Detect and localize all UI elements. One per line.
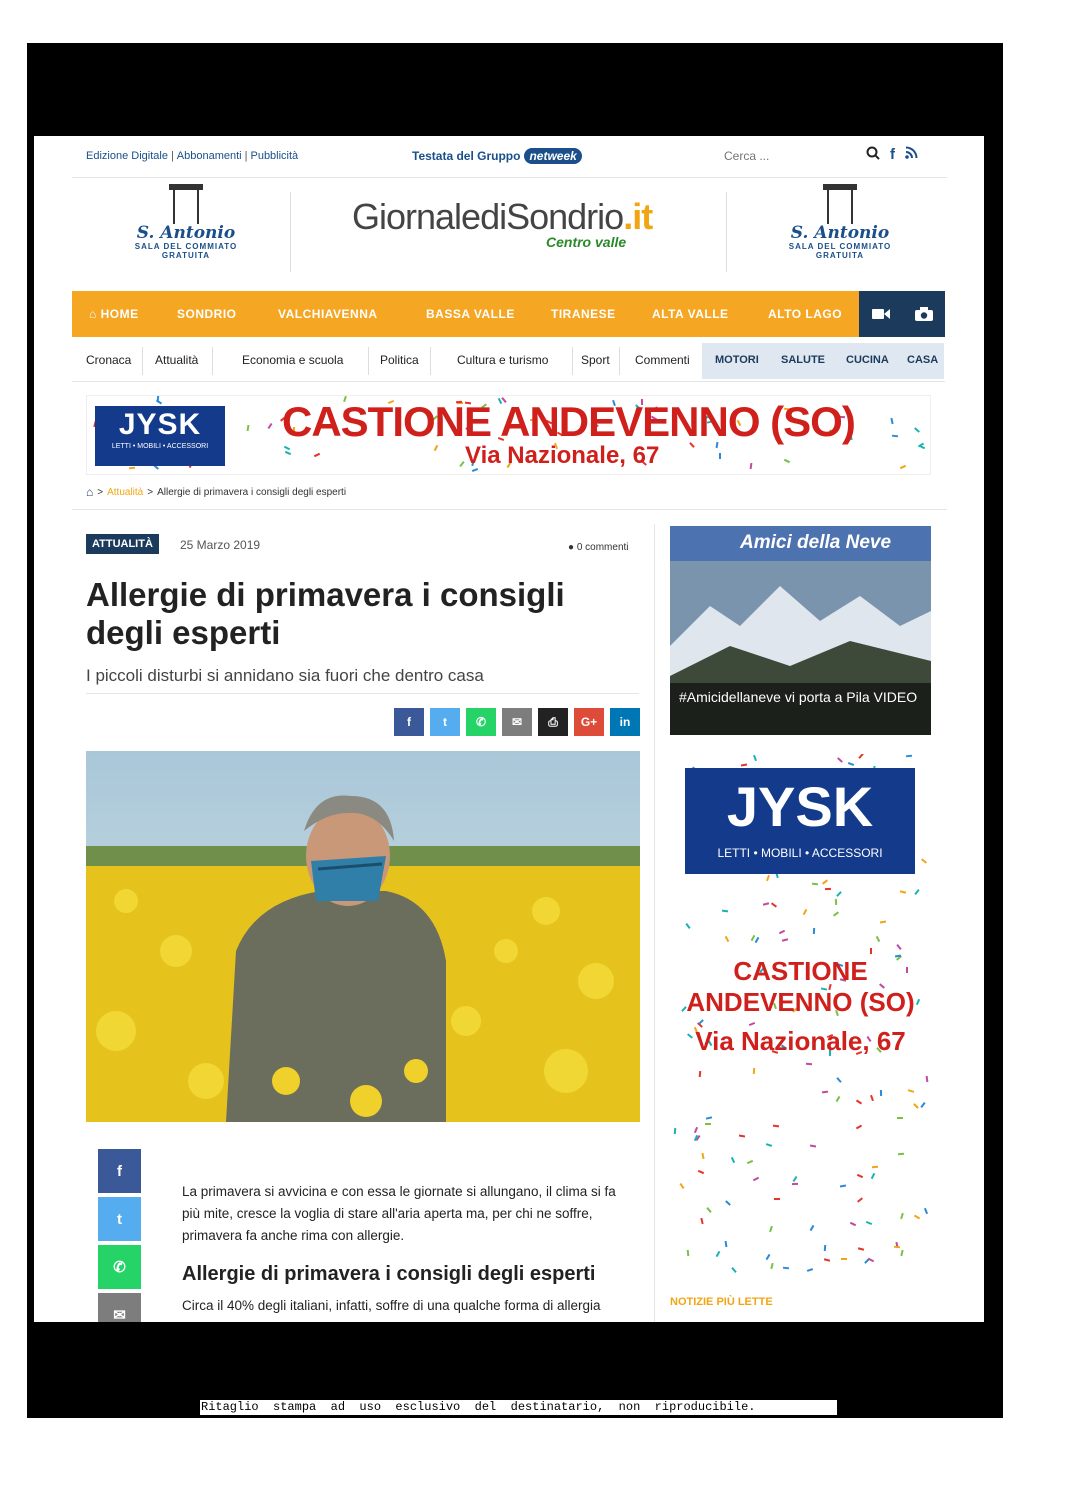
jysk-place [670, 956, 931, 1018]
divider [212, 347, 213, 375]
article-subtitle: I piccoli disturbi si annidano sia fuori che dentro casa [86, 666, 484, 685]
confetti-piece [880, 1090, 882, 1096]
confetti-piece [792, 1183, 798, 1185]
subnav-attualita[interactable]: Attualità [155, 353, 199, 367]
confetti-piece [837, 757, 843, 763]
divider [86, 693, 639, 694]
linkedin-share-icon[interactable]: in [610, 708, 640, 736]
jysk-sub: LETTI • MOBILI • ACCESSORI [111, 443, 209, 450]
link-abbonamenti[interactable]: Abbonamenti [176, 150, 242, 162]
subnav-sport[interactable]: Sport [581, 353, 610, 367]
facebook-share-icon[interactable]: f [98, 1149, 141, 1193]
facebook-icon[interactable]: f [890, 146, 895, 163]
ad-script: S. Antonio [136, 223, 236, 243]
confetti-piece [771, 902, 777, 907]
confetti-piece [793, 1176, 798, 1182]
subnav-cronaca[interactable]: Cronaca [86, 353, 132, 367]
neve-caption[interactable]: #Amicidellaneve vi porta a Pila VIDEO [670, 683, 931, 735]
confetti-piece [674, 1128, 677, 1134]
confetti-piece [856, 1100, 862, 1105]
subnav-cultura[interactable]: Cultura e turismo [457, 353, 549, 367]
ad-sub1: SALA DEL COMMIATO [788, 242, 892, 251]
confetti-piece [841, 1258, 847, 1260]
divider [72, 509, 947, 510]
confetti-piece [719, 453, 721, 459]
ad-script: S. Antonio [790, 223, 890, 243]
divider [290, 192, 291, 272]
facebook-share-icon[interactable]: f [394, 708, 424, 736]
nav-alta-valle[interactable]: ALTA VALLE [652, 307, 729, 321]
jysk-logo [95, 406, 225, 466]
confetti-piece [850, 1222, 856, 1226]
banner-address: Via Nazionale, 67 [465, 442, 660, 469]
top-links [86, 150, 298, 162]
site-name: GiornalediSondrio [352, 196, 624, 237]
confetti-piece [924, 1208, 928, 1214]
confetti-piece [807, 1268, 813, 1272]
site-logo[interactable] [352, 196, 652, 238]
separator: | [170, 150, 174, 162]
site-tld: .it [623, 196, 653, 237]
netweek-logo[interactable]: netweek [524, 148, 581, 164]
confetti-piece [876, 936, 881, 942]
camera-icon[interactable] [902, 291, 945, 337]
nav-valchiavenna[interactable]: VALCHIAVENNA [278, 307, 378, 321]
confetti-piece [858, 754, 863, 759]
confetti-piece [906, 755, 912, 758]
jysk-brand: JYSK [726, 775, 874, 838]
confetti-piece [880, 920, 886, 923]
breadcrumb-category[interactable]: Attualità [107, 486, 144, 498]
confetti-piece [699, 1071, 702, 1077]
home-icon: ⌂ [89, 307, 101, 321]
clipping-notice: Ritaglio stampa ad uso esclusivo del destinatario, non riproducibile. [199, 1399, 838, 1416]
ad-sant-antonio-left[interactable] [106, 188, 266, 268]
confetti-piece [813, 928, 815, 934]
confetti-piece [900, 1250, 903, 1256]
confetti-piece [920, 1102, 925, 1108]
divider [654, 524, 655, 1322]
confetti-piece [872, 1166, 878, 1168]
subnav-salute[interactable]: SALUTE [781, 354, 825, 366]
confetti-piece [825, 888, 831, 890]
confetti-piece [914, 427, 920, 432]
confetti-piece [835, 899, 837, 905]
rss-icon[interactable] [905, 146, 918, 164]
confetti-piece [833, 911, 839, 916]
confetti-piece [722, 910, 728, 913]
confetti-piece [806, 1063, 812, 1066]
nav-sondrio[interactable]: SONDRIO [177, 307, 237, 321]
confetti-piece [870, 948, 872, 954]
confetti-piece [731, 1267, 736, 1273]
confetti-piece [900, 465, 906, 469]
confetti-piece [900, 890, 906, 893]
share-bar [394, 708, 640, 736]
confetti-piece [856, 1125, 862, 1130]
separator: | [244, 150, 248, 162]
confetti-piece [896, 944, 901, 950]
search-icon[interactable] [866, 146, 880, 164]
confetti-piece [698, 1170, 704, 1174]
jysk-place-line2: ANDEVENNO (SO) [686, 987, 915, 1017]
jysk-place-line1: CASTIONE [733, 956, 868, 986]
article-heading: Allergie di primavera i consigli degli esperti [182, 1263, 596, 1285]
confetti-piece [694, 1127, 698, 1133]
nav-alto-lago[interactable]: ALTO LAGO [768, 307, 843, 321]
confetti-piece [779, 930, 785, 935]
ad-sub2: GRATUITA [815, 251, 865, 260]
confetti-piece [129, 467, 135, 470]
building-icon [173, 188, 199, 224]
link-edizione-digitale[interactable]: Edizione Digitale [86, 150, 168, 162]
ad-sant-antonio-right[interactable] [760, 188, 920, 268]
divider [572, 347, 573, 375]
confetti-piece [716, 1251, 721, 1257]
confetti-piece [810, 1145, 816, 1148]
confetti-piece [822, 1091, 828, 1094]
email-share-icon[interactable]: ✉ [502, 708, 532, 736]
twitter-share-icon[interactable]: t [430, 708, 460, 736]
divider [368, 347, 369, 375]
comments-link[interactable] [568, 542, 629, 553]
confetti-piece [725, 1241, 728, 1247]
confetti-piece [824, 1245, 827, 1251]
confetti-piece [268, 423, 273, 429]
jysk-sub: LETTI • MOBILI • ACCESSORI [717, 846, 883, 860]
top-bar [72, 136, 947, 178]
nav-bassa-valle[interactable]: BASSA VALLE [426, 307, 515, 321]
subnav-cucina[interactable]: CUCINA [846, 354, 889, 366]
comments-count: 0 commenti [576, 542, 629, 553]
category-badge[interactable]: ATTUALITÀ [86, 534, 159, 554]
confetti-piece [892, 435, 898, 438]
jysk-logo [685, 768, 915, 874]
confetti-piece [783, 1267, 789, 1270]
group-text: Testata del Gruppo [412, 149, 521, 163]
subnav-economia[interactable]: Economia e scuola [242, 353, 344, 367]
confetti-piece [741, 763, 747, 766]
article-photo [86, 751, 640, 1122]
confetti-piece [822, 879, 828, 884]
confetti-piece [705, 1123, 711, 1125]
confetti-piece [836, 1096, 841, 1102]
jysk-sidebar-ad[interactable] [670, 754, 931, 1276]
confetti-piece [701, 1153, 704, 1159]
breadcrumb [86, 485, 346, 499]
building-icon [827, 188, 853, 224]
ad-sub1: SALA DEL COMMIATO [134, 242, 238, 251]
subnav-commenti[interactable]: Commenti [635, 353, 690, 367]
confetti-piece [857, 1174, 863, 1178]
confetti-piece [858, 1247, 864, 1250]
email-share-icon[interactable]: ✉ [98, 1293, 141, 1322]
ad-sub2: GRATUITA [161, 251, 211, 260]
confetti-piece [868, 1258, 874, 1263]
print-icon[interactable]: ⎙ [538, 708, 568, 736]
confetti-piece [685, 923, 690, 929]
confetti-piece [773, 1125, 779, 1128]
video-icon[interactable] [859, 291, 902, 337]
confetti-piece [836, 1077, 841, 1083]
confetti-piece [810, 1225, 815, 1231]
breadcrumb-separator: > [97, 486, 104, 498]
confetti-piece [766, 1143, 772, 1147]
confetti-piece [774, 1198, 780, 1200]
confetti-piece [919, 445, 925, 450]
divider [142, 347, 143, 375]
confetti-piece [725, 936, 730, 942]
twitter-share-icon[interactable]: t [98, 1197, 141, 1241]
web-page [34, 136, 984, 1322]
confetti-piece [890, 418, 893, 424]
confetti-piece [459, 461, 464, 467]
confetti-piece [247, 425, 250, 431]
group-label [412, 148, 582, 164]
article-title: Allergie di primavera i consigli degli esperti [86, 576, 565, 651]
confetti-piece [803, 909, 808, 915]
site-header [72, 178, 947, 290]
confetti-piece [898, 1153, 904, 1156]
main-nav [72, 291, 945, 337]
confetti-piece [753, 1068, 755, 1074]
article-date: 25 Marzo 2019 [180, 538, 261, 552]
divider [726, 192, 727, 272]
nav-tiranese[interactable]: TIRANESE [551, 307, 616, 321]
confetti-piece [285, 451, 291, 455]
article-paragraph: Circa il 40% degli italiani, infatti, soffre di una qualche forma di allergia [182, 1298, 601, 1313]
confetti-piece [766, 875, 770, 881]
confetti-piece [700, 1218, 703, 1224]
confetti-piece [900, 1213, 904, 1219]
divider [430, 347, 431, 375]
confetti-piece [848, 762, 854, 766]
confetti-piece [894, 1246, 900, 1249]
subnav-motori[interactable]: MOTORI [715, 354, 759, 366]
divider [619, 347, 620, 375]
googleplus-share-icon[interactable]: G+ [574, 708, 604, 736]
top-icons [866, 146, 918, 164]
confetti-piece [871, 1173, 876, 1179]
sub-nav [72, 337, 945, 382]
article-paragraph: La primavera si avvicina e con essa le giornate si allungano, il clima si fa più mite, cresce la voglia di stare all'aria aperta ma, per chi ne soffre, primavera fa anche rima con allergie. [182, 1184, 616, 1243]
confetti-piece [687, 1250, 690, 1256]
search-input[interactable] [724, 149, 874, 163]
neve-title: Amici della Neve [670, 526, 931, 561]
confetti-piece [725, 1200, 731, 1206]
nav-home[interactable] [89, 307, 139, 321]
confetti-piece [763, 902, 769, 905]
confetti-piece [747, 1160, 753, 1164]
floating-share-bar [98, 1149, 141, 1322]
subnav-politica[interactable]: Politica [380, 353, 419, 367]
confetti-piece [314, 453, 320, 457]
breadcrumb-current: Allergie di primavera i consigli degli esperti [157, 486, 347, 498]
confetti-piece [914, 1215, 920, 1220]
confetti-piece [836, 891, 842, 897]
confetti-piece [913, 1103, 919, 1109]
jysk-address: Via Nazionale, 67 [695, 1026, 906, 1056]
confetti-piece [766, 1254, 771, 1260]
whatsapp-share-icon[interactable]: ✆ [466, 708, 496, 736]
confetti-piece [755, 937, 760, 943]
confetti-piece [156, 400, 162, 405]
confetti-piece [753, 755, 757, 761]
confetti-piece [914, 889, 919, 895]
confetti-piece [750, 463, 753, 469]
link-pubblicita[interactable]: Pubblicità [250, 150, 299, 162]
confetti-piece [731, 1157, 735, 1163]
whatsapp-share-icon[interactable]: ✆ [98, 1245, 141, 1289]
confetti-piece [784, 459, 790, 463]
confetti-piece [921, 858, 927, 863]
confetti-piece [824, 1258, 830, 1261]
confetti-piece [812, 883, 818, 886]
subnav-casa[interactable]: CASA [907, 354, 939, 366]
most-read-heading: NOTIZIE PIÙ LETTE [670, 1296, 773, 1308]
confetti-piece [908, 1089, 914, 1093]
site-logo-sub: Centro valle [546, 234, 627, 250]
comment-icon: ● [568, 542, 577, 553]
amici-della-neve-widget[interactable] [670, 526, 931, 735]
nav-home-label: HOME [100, 307, 139, 321]
confetti-piece [753, 1177, 759, 1182]
confetti-piece [897, 1117, 903, 1119]
confetti-piece [706, 1116, 712, 1119]
confetti-piece [739, 1135, 745, 1138]
breadcrumb-separator: > [147, 486, 154, 498]
confetti-piece [857, 1197, 863, 1202]
confetti-piece [870, 1095, 874, 1101]
jysk-brand: JYSK [118, 408, 202, 441]
confetti-piece [770, 1263, 773, 1269]
confetti-piece [782, 938, 788, 941]
jysk-banner-ad[interactable] [86, 395, 931, 475]
home-icon[interactable]: ⌂ [86, 485, 94, 499]
confetti-piece [769, 1226, 773, 1232]
confetti-piece [706, 1207, 711, 1213]
confetti-piece [926, 1076, 929, 1082]
confetti-piece [840, 1184, 846, 1187]
banner-place: CASTIONE ANDEVENNO (SO) [282, 398, 855, 445]
confetti-piece [679, 1183, 684, 1189]
confetti-piece [866, 1221, 872, 1225]
